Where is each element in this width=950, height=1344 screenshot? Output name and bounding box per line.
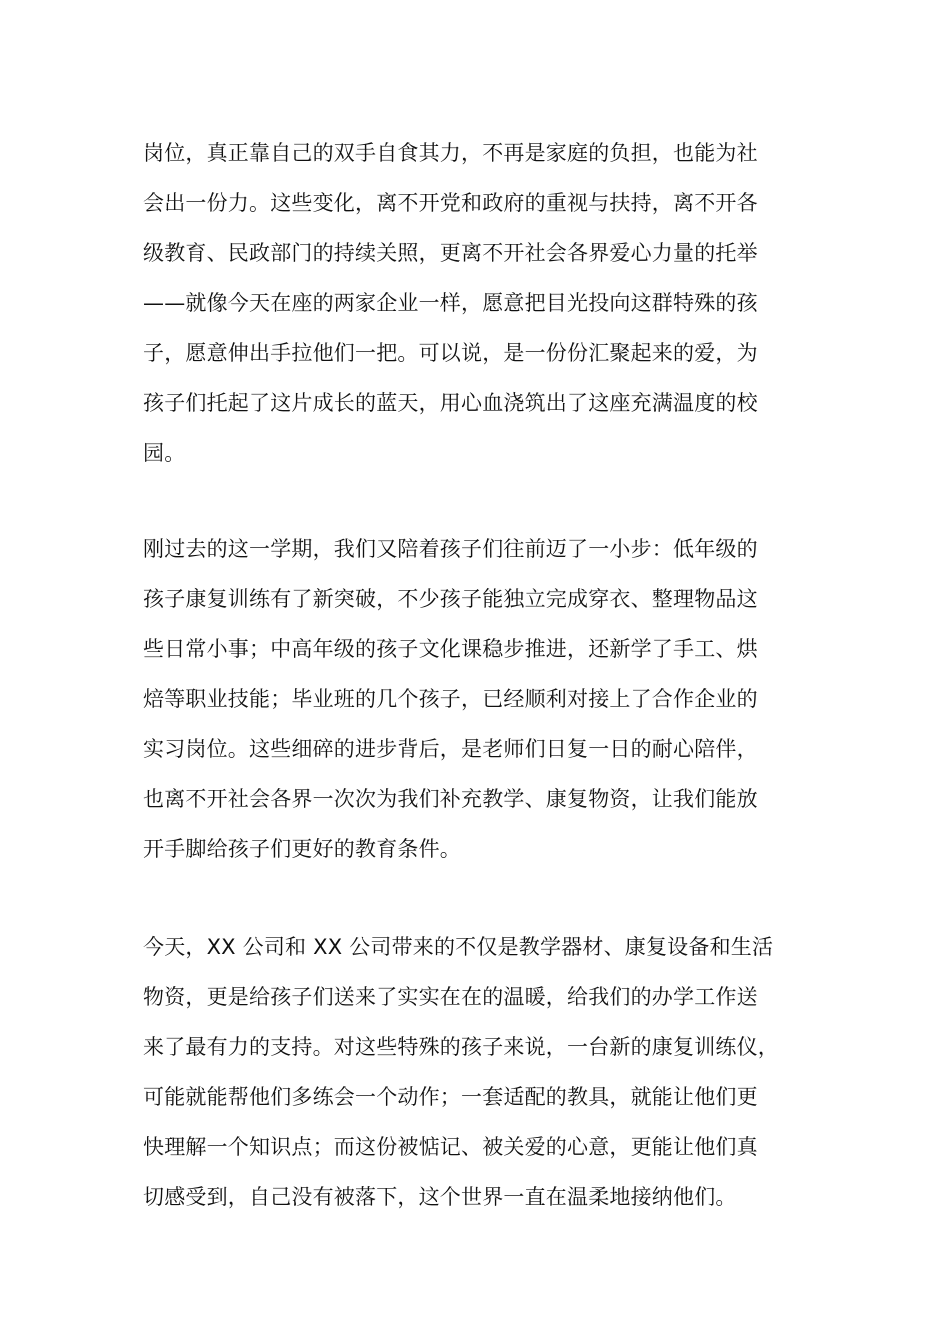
text-line: 快理解一个知识点；而这份被惦记、被关爱的心意，更能让他们真	[143, 1135, 758, 1159]
text-line: 可能就能帮他们多练会一个动作；一套适配的教具，就能让他们更	[143, 1085, 758, 1109]
text-line: 物资，更是给孩子们送来了实实在在的温暖，给我们的办学工作送	[143, 985, 758, 1009]
text-line: 开手脚给孩子们更好的教育条件。	[143, 837, 461, 861]
text-line: 刚过去的这一学期，我们又陪着孩子们往前迈了一小步：低年级的	[143, 537, 758, 561]
text-line: 来了最有力的支持。对这些特殊的孩子来说，一台新的康复训练仪，	[143, 1035, 779, 1059]
text-line: ——就像今天在座的两家企业一样，愿意把目光投向这群特殊的孩	[143, 291, 758, 315]
text-line: 实习岗位。这些细碎的进步背后，是老师们日复一日的耐心陪伴，	[143, 737, 758, 761]
text-line: 孩子们托起了这片成长的蓝天，用心血浇筑出了这座充满温度的校	[143, 391, 758, 415]
text-line: 园。	[143, 441, 186, 465]
text-line: 孩子康复训练有了新突破，不少孩子能独立完成穿衣、整理物品这	[143, 587, 758, 611]
text-line: 也离不开社会各界一次次为我们补充教学、康复物资，让我们能放	[143, 787, 758, 811]
paragraph-2	[143, 524, 823, 874]
paragraph-1	[143, 128, 823, 478]
text-line: 今天，XX 公司和 XX 公司带来的不仅是教学器材、康复设备和生活	[143, 935, 774, 959]
text-line: 子，愿意伸出手拉他们一把。可以说，是一份份汇聚起来的爱，为	[143, 341, 758, 365]
text-line: 岗位，真正靠自己的双手自食其力，不再是家庭的负担，也能为社	[143, 141, 758, 165]
text-line: 级教育、民政部门的持续关照，更离不开社会各界爱心力量的托举	[143, 241, 758, 265]
text-line: 焙等职业技能；毕业班的几个孩子，已经顺利对接上了合作企业的	[143, 687, 758, 711]
text-line: 会出一份力。这些变化，离不开党和政府的重视与扶持，离不开各	[143, 191, 758, 215]
text-line: 切感受到，自己没有被落下，这个世界一直在温柔地接纳他们。	[143, 1185, 737, 1209]
text-line: 些日常小事；中高年级的孩子文化课稳步推进，还新学了手工、烘	[143, 637, 758, 661]
paragraph-3	[143, 922, 823, 1222]
